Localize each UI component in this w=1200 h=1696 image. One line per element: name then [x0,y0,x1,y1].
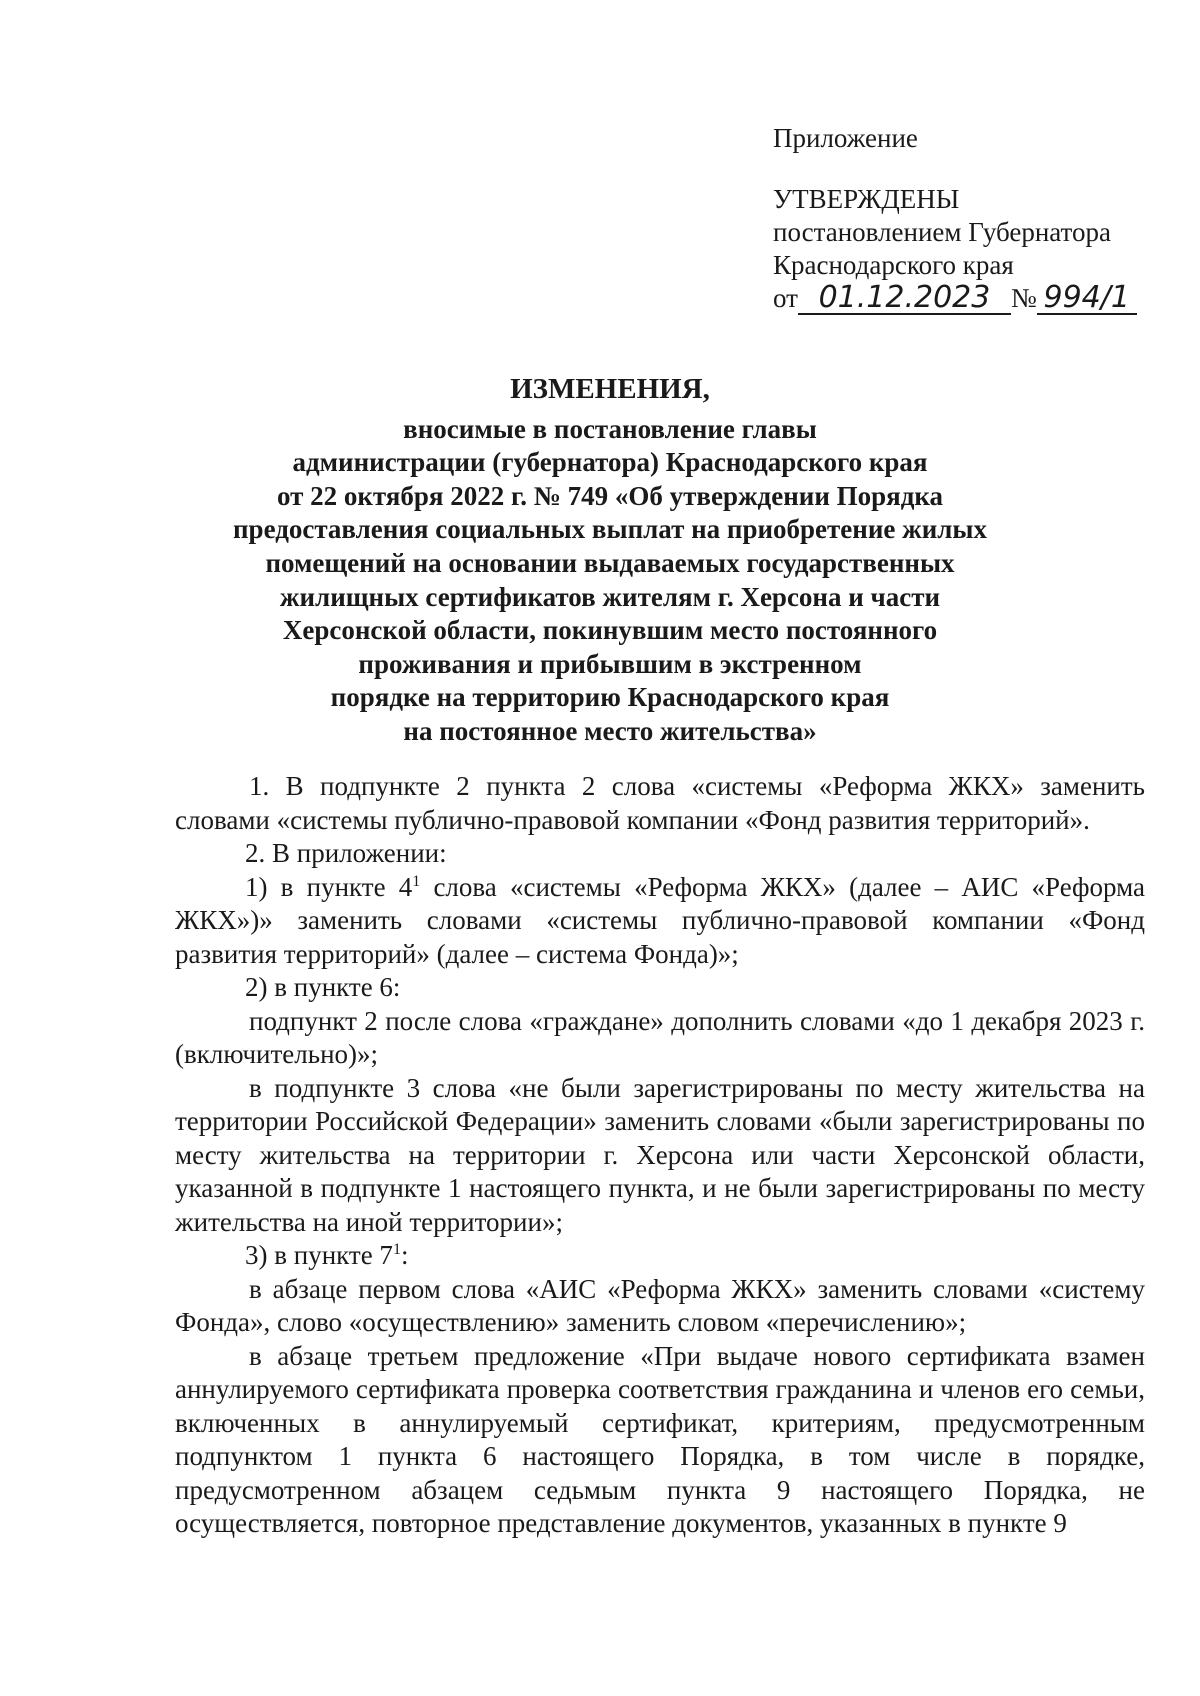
heading-line: на постоянное место жительства» [403,715,817,746]
heading-line: вносимые в постановление главы [403,413,817,444]
document-heading [150,373,1070,749]
heading-line: от 22 октября 2022 г. № 749 «Об утверждении Порядка [276,480,944,511]
document-body [175,770,1145,1541]
heading-line: порядке на территорию Краснодарского края [330,682,890,713]
paragraph-6: в подпункте 3 слова «не были зарегистрированы по месту жительства на территории Российской Федерации» заменить словами «были зарегистрированы по месту жительства на территории г. Херсона или части Херсонской области, указанной в подпункте 1 настоящего пункта, и не были зарегистрированы по месту жительства на иной территории»; [175,1072,1145,1237]
heading-line: проживания и прибывшим в экстренном [358,648,862,679]
approved-by-line-2: Краснодарского края [773,250,1014,280]
paragraph-3-start: 1) в пункте 4 [245,871,413,902]
heading-line: жилищных сертификатов жителям г. Херсона и части [279,581,941,612]
approved-by-line-1: постановлением Губернатора [773,217,1111,247]
paragraph-3 [175,871,1145,972]
approved-label: УТВЕРЖДЕНЫ [773,184,960,214]
date-prefix: от [773,283,798,313]
paragraph-3-rest: слова «системы «Реформа ЖКХ» (далее – АИС «Реформа ЖКХ»)» заменить словами «системы публично-правовой компании «Фонд развития территорий» (далее – система Фонда)»; [175,871,1145,969]
approval-date-number [773,282,1137,315]
handwritten-date: 01.12.2023 [798,283,1011,315]
superscript: 1 [412,872,421,890]
paragraph-5: подпункт 2 после слова «граждане» дополнить словами «до 1 декабря 2023 г. (включительно)»; [175,1005,1145,1069]
paragraph-2: 2. В приложении: [245,838,447,868]
paragraph-7 [175,1239,1145,1273]
heading-line: администрации (губернатора) Краснодарского края [292,447,928,478]
paragraph-9: в абзаце третьем предложение «При выдаче нового сертификата взамен аннулируемого сертификата проверка соответствия гражданина и членов его семьи, включенных в аннулируемый сертификат, критериям, предусмотренным подпунктом 1 пункта 6 настоящего Порядка, в том числе в порядке, предусмотренном абзацем седьмым пункта 9 настоящего Порядка, не осуществляется, повторное представление документов, указанных в пункте 9 [175,1340,1145,1538]
superscript: 1 [392,1241,401,1258]
paragraph-4: 2) в пункте 6: [245,972,401,1002]
paragraph-7-start: 3) в пункте 7 [245,1240,393,1270]
appendix-label: Приложение [773,123,918,153]
handwritten-number: 994/1 [1037,283,1137,315]
heading-line: предоставления социальных выплат на приобретение жилых [233,514,987,545]
heading-line: помещений на основании выдаваемых государственных [265,547,955,578]
paragraph-8: в абзаце первом слова «АИС «Реформа ЖКХ» заменить словами «систему Фонда», слово «осуществлению» заменить словом «перечислению»; [175,1273,1145,1337]
paragraph-7-rest: : [400,1240,409,1270]
heading-line: Херсонской области, покинувшим место постоянного [282,615,938,646]
paragraph-1: 1. В подпункте 2 пункта 2 слова «системы «Реформа ЖКХ» заменить словами «системы публично-правовой компании «Фонд развития территорий». [175,771,1145,835]
number-prefix: № [1010,283,1037,313]
heading-title: ИЗМЕНЕНИЯ, [510,373,710,405]
approval-block [773,122,1137,315]
